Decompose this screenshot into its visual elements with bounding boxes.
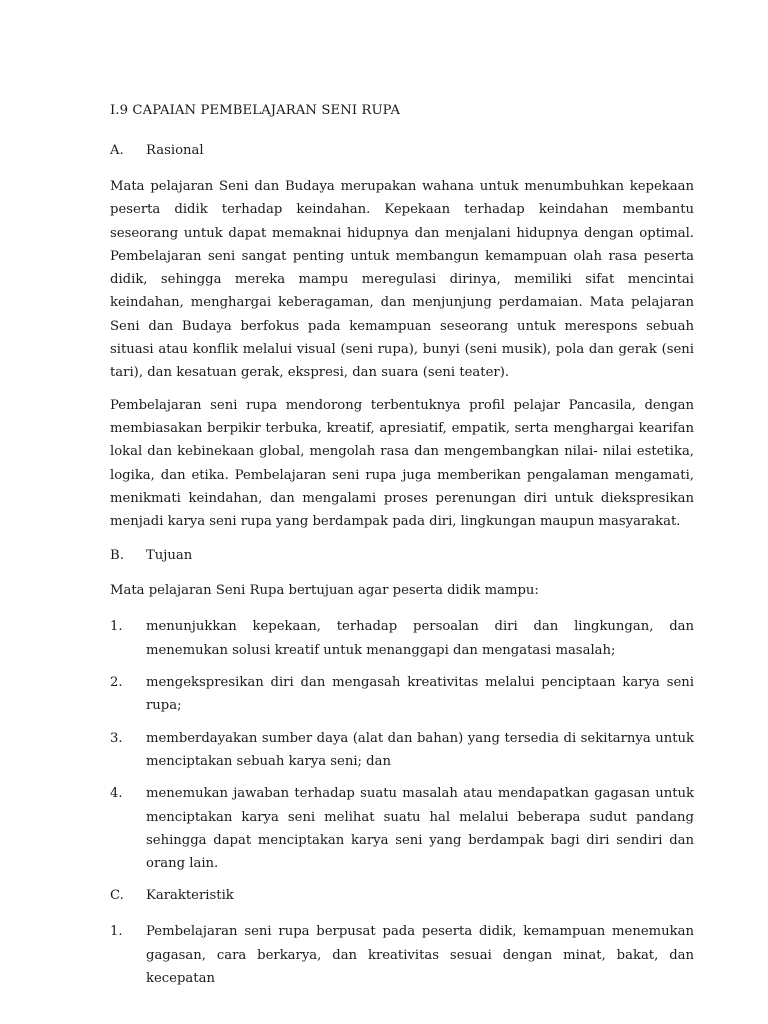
section-heading-rasional [110, 140, 694, 162]
section-title: Karakteristik [146, 888, 234, 904]
page-title: I.9 CAPAIAN PEMBELAJARAN SENI RUPA [110, 103, 401, 118]
section-heading-karakteristik [110, 885, 694, 907]
list-item [110, 671, 694, 718]
paragraph: Mata pelajaran Seni Rupa bertujuan agar peserta didik mampu: [110, 583, 539, 599]
list-number: 3. [110, 730, 123, 746]
list-number: 4. [110, 786, 123, 802]
list-item [110, 727, 694, 774]
section-heading-tujuan [110, 545, 694, 567]
section-letter: C. [110, 888, 124, 904]
paragraph: Mata pelajaran Seni dan Budaya merupakan wahana untuk menumbuhkan kepekaan peserta didik terhadap keindahan. Kepekaan terhadap keindahan membantu seseorang untuk dapat memaknai hidupnya dan menjalani hidupnya dengan optimal. Pembelajaran seni sangat penting untuk membangun kemampuan olah rasa peserta didik, sehingga mereka mampu meregulasi dirinya, memiliki sifat mencintai keindahan, menghargai keberagaman, dan menjunjung perdamaian. Mata pelajaran Seni dan Budaya berfokus pada kemampuan seseorang untuk merespons sebuah situasi atau konflik melalui visual (seni rupa), bunyi (seni musik), pola dan gerak (seni tari), dan kesatuan gerak, ekspresi, dan suara (seni teater). [110, 179, 694, 381]
list-text: mengekspresikan diri dan mengasah kreativitas melalui penciptaan karya seni rupa; [146, 675, 694, 714]
section-title: Tujuan [146, 548, 193, 564]
list-text: memberdayakan sumber daya (alat dan bahan) yang tersedia di sekitarnya untuk menciptakan sebuah karya seni; dan [146, 730, 694, 769]
list-text: menunjukkan kepekaan, terhadap persoalan diri dan lingkungan, dan menemukan solusi kreatif untuk menanggapi dan mengatasi masalah; [146, 619, 694, 658]
paragraph: Pembelajaran seni rupa mendorong terbentuknya profil pelajar Pancasila, dengan membiasakan berpikir terbuka, kreatif, apresiatif, empatik, serta menghargai kearifan lokal dan kebinekaan global, mengolah rasa dan mengembangkan nilai- nilai estetika, logika, dan etika. Pembelajaran seni rupa juga memberikan pengalaman mengamati, menikmati keindahan, dan mengalami proses perenungan diri untuk diekspresikan menjadi karya seni rupa yang berdampak pada diri, lingkungan maupun masyarakat. [110, 397, 694, 530]
list-item [110, 615, 694, 662]
list-text: Pembelajaran seni rupa berpusat pada peserta didik, kemampuan menemukan gagasan, cara berkarya, dan kreativitas sesuai dengan minat, bakat, dan kecepatan [146, 924, 694, 987]
list-number: 1. [110, 619, 123, 635]
section-title: Rasional [146, 143, 204, 158]
section-letter: B. [110, 548, 124, 564]
list-item [110, 782, 694, 875]
section-letter: A. [110, 143, 124, 158]
list-number: 2. [110, 675, 123, 691]
list-number: 1. [110, 924, 123, 940]
list-item [110, 920, 694, 990]
list-text: menemukan jawaban terhadap suatu masalah atau mendapatkan gagasan untuk menciptakan karya seni melihat suatu hal melalui beberapa sudut pandang sehingga dapat menciptakan karya seni yang berdampak bagi diri sendiri dan orang lain. [146, 786, 694, 872]
